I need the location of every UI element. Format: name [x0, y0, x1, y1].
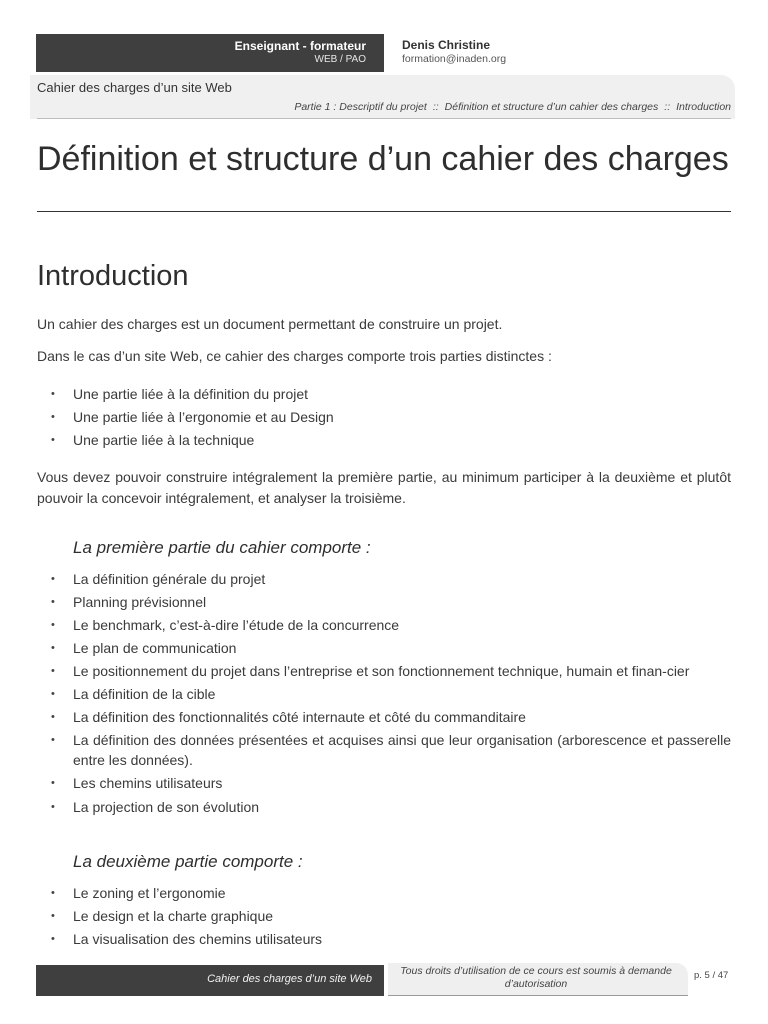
course-title: Cahier des charges d’un site Web: [37, 80, 232, 95]
footer-rights-block: [388, 963, 688, 996]
footer-course-block: [36, 965, 384, 996]
breadcrumb-separator: ::: [432, 101, 439, 113]
part2-heading: La deuxième partie comporte :: [73, 852, 303, 871]
footer-course-title: Cahier des charges d’un site Web: [207, 973, 372, 985]
author-name: Denis Christine: [402, 38, 491, 52]
section-title: Introduction: [37, 260, 189, 292]
breadcrumb-item: Partie 1 : Descriptif du projet: [294, 101, 427, 113]
footer-rights: Tous droits d’utilisation de ce cours est soumis à demande d’autorisation: [400, 965, 672, 990]
header-role-block: [36, 34, 384, 72]
list-item: • La définition générale du projet: [37, 569, 731, 589]
intro-paragraph: Dans le cas d’un site Web, ce cahier des charges comporte trois parties distinctes :: [37, 348, 552, 364]
list-item: • Le positionnement du projet dans l’entreprise et son fonctionnement technique, humain et finan-cier: [37, 661, 731, 681]
list-item: • Le plan de communication: [37, 638, 731, 658]
list-item: • La visualisation des chemins utilisateurs: [37, 929, 731, 949]
list-item: • Une partie liée à l’ergonomie et au Design: [37, 407, 731, 427]
breadcrumb: [294, 101, 731, 113]
list-item: • La projection de son évolution: [37, 797, 731, 817]
list-item: • Une partie liée à la définition du projet: [37, 384, 731, 404]
intro-paragraph: Un cahier des charges est un document permettant de construire un projet.: [37, 316, 503, 332]
list-item: • La définition des données présentées et acquises ainsi que leur organisation (arborescence et passerelle entre les données).: [37, 730, 731, 770]
list-item: • La définition des fonctionnalités côté internaute et côté du commanditaire: [37, 707, 731, 727]
list-item: • La définition de la cible: [37, 684, 731, 704]
breadcrumb-separator: ::: [664, 101, 671, 113]
breadcrumb-item: Introduction: [676, 101, 731, 113]
header-role: Enseignant - formateur: [234, 39, 366, 53]
parts-list: [37, 384, 731, 450]
page-number: p. 5 / 47: [694, 970, 729, 981]
list-item: • Le zoning et l’ergonomie: [37, 883, 731, 903]
part1-list: [37, 569, 731, 817]
part2-list: [37, 883, 731, 949]
header-role-subtitle: WEB / PAO: [314, 54, 366, 65]
breadcrumb-divider: [37, 118, 731, 119]
list-item: • Une partie liée à la technique: [37, 430, 731, 450]
list-item: • Le design et la charte graphique: [37, 906, 731, 926]
page-title: Définition et structure d’un cahier des charges: [37, 140, 729, 178]
author-email: formation@inaden.org: [402, 53, 507, 65]
breadcrumb-item: Définition et structure d’un cahier des charges: [444, 101, 659, 113]
list-item: • Planning prévisionnel: [37, 592, 731, 612]
title-divider: [37, 211, 731, 212]
part1-heading: La première partie du cahier comporte :: [73, 538, 371, 557]
list-item: • Le benchmark, c’est-à-dire l’étude de la concurrence: [37, 615, 731, 635]
intro-paragraph: Vous devez pouvoir construire intégralement la première partie, au minimum participer à la deuxième et plutôt pouvoir la concevoir intégralement, et analyser la troisième.: [37, 469, 731, 506]
list-item: • Les chemins utilisateurs: [37, 773, 731, 793]
